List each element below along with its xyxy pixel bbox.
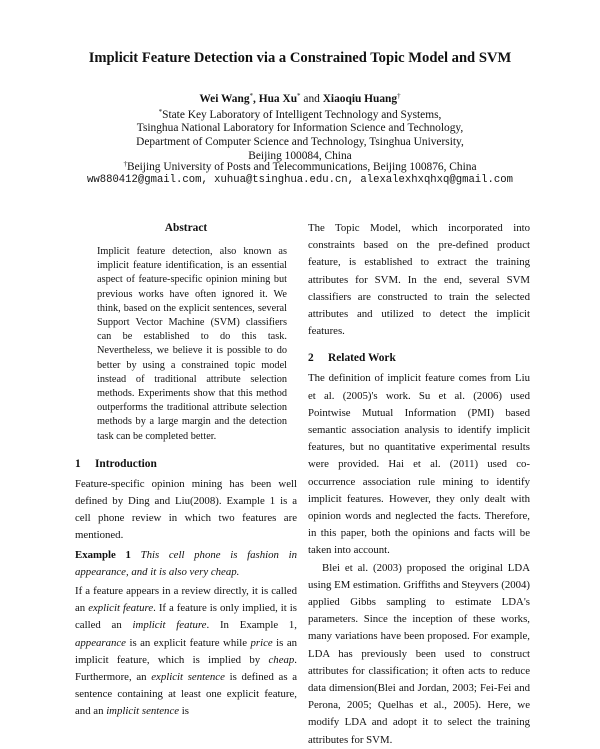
- section-title: Related Work: [328, 352, 396, 365]
- intro-paragraph-definitions: [75, 583, 297, 721]
- emphasized-term: cheap: [268, 653, 295, 666]
- author-separator: ,: [253, 93, 259, 105]
- example-sentence: [75, 547, 297, 581]
- text-run: is: [179, 705, 189, 718]
- affiliation-mark: †: [123, 160, 127, 168]
- affiliation-text: Beijing 100084, China: [248, 150, 352, 162]
- section-number: 2: [308, 352, 314, 365]
- emphasized-term: price: [250, 636, 273, 649]
- text-run: If a feature appears in a review directly, it is called an: [75, 585, 297, 615]
- author-emails: ww880412@gmail.com, xuhua@tsinghua.edu.cn, alexalexhxqhxq@gmail.com: [87, 174, 513, 186]
- emphasized-term: explicit sentence: [151, 671, 225, 684]
- section-number: 1: [75, 457, 81, 470]
- affiliation-mark: *: [158, 108, 163, 116]
- related-work-paragraph: The definition of implicit feature comes from Liu et al. (2005)'s work. Su et al. (2006) used Pointwise Mutual Information (PMI) based semantic association analysis to identify implicit features, but no quantitative experimental results were provided. Hai et al. (2011) used co-occurrence association rule mining to identify implicit features. However, they only dealt with opinion words and neglected the facts. Therefore, in this paper, both the opinions and facts will be taken into account.: [308, 372, 530, 557]
- author-mark: †: [397, 92, 401, 100]
- related-work-paragraph: Blei et al. (2003) proposed the original LDA using EM estimation. Griffiths and Steyvers (2004) applied Gibbs sampling to estimate LDA's parameters. Since the inception of these works, many variations have been proposed. For example, LDA has previously been used to construct attributes for classification; it often acts to reduce data dimension(Blei and Jordan, 2003; Fei-Fei and Perona, 2005; Quelhas et al., 2005). Here, we modify LDA and adopt it to select the training attributes for SVM.: [308, 561, 531, 746]
- section-title: Introduction: [95, 457, 157, 470]
- section-heading-related-work: [308, 352, 530, 364]
- author-mark: *: [249, 92, 254, 100]
- abstract-text: Implicit feature detection, also known as implicit feature identification, is an essential aspect of feature-specific opinion mining but previous works have often ignored it. We think, based on the explicit sentences, several Support Vector Machine (SVM) classifiers can be established to do this task. Nevertheless, we believe it is possible to do better by using a constrained topic model instead of traditional attribute selection methods. Experiments show that this method outperforms the traditional attribute selection methods by a large margin and the detection task can be completed better.: [97, 246, 287, 442]
- affiliation-text: State Key Laboratory of Intelligent Technology and Systems,: [162, 109, 442, 121]
- text-run: is an explicit feature while: [125, 636, 251, 649]
- text-run: . If a feature is only implied, it is called an: [75, 602, 298, 632]
- paper-title: Implicit Feature Detection via a Constrained Topic Model and SVM: [88, 50, 512, 66]
- text-run: is an implicit feature, which is implied by: [75, 636, 298, 666]
- affiliation-text: Tsinghua National Laboratory for Information Science and Technology,: [136, 122, 464, 134]
- example-text: This cell phone is fashion in appearance, and it is also very cheap.: [75, 548, 298, 578]
- affiliation-text: Beijing University of Posts and Telecommunications, Beijing 100876, China: [126, 161, 477, 173]
- text-run: . In Example 1,: [206, 619, 297, 632]
- text-run: . Furthermore, an: [75, 653, 297, 684]
- author-mark: *: [297, 92, 301, 100]
- left-column: [75, 222, 297, 721]
- emphasized-term: explicit feature: [88, 602, 154, 615]
- right-column: [308, 222, 530, 749]
- emphasized-term: appearance: [75, 636, 126, 649]
- example-label: Example 1: [75, 548, 131, 561]
- author-list: [0, 92, 600, 105]
- author-name: Hua Xu: [258, 93, 298, 105]
- affiliation-line: [0, 122, 600, 134]
- author-separator: and: [300, 93, 323, 105]
- affiliation-line: [0, 108, 600, 121]
- intro-paragraph-continued: The Topic Model, which incorporated into constraints based on the pre-defined product feature, is established to extract the training attributes for SVM. In the end, several SVM classifiers are constructed to train the selected attributes and utilized to detect the implicit features.: [308, 222, 530, 338]
- affiliation-text: Department of Computer Science and Technology, Tsinghua University,: [136, 136, 464, 148]
- emphasized-term: implicit feature: [132, 619, 207, 632]
- emphasized-term: implicit sentence: [106, 705, 180, 718]
- affiliation-line: [0, 136, 600, 148]
- section-heading-introduction: [75, 458, 297, 470]
- intro-paragraph: Feature-specific opinion mining has been well defined by Ding and Liu(2008). Example 1 is a cell phone review in which two features are mentioned.: [75, 477, 297, 542]
- author-name: Wei Wang: [199, 93, 250, 105]
- text-run: is defined as a sentence containing at least one explicit feature, and an: [75, 671, 298, 718]
- affiliation-line: [0, 160, 600, 173]
- abstract-heading: Abstract: [164, 222, 208, 234]
- author-name: Xiaoqiu Huang: [322, 93, 398, 105]
